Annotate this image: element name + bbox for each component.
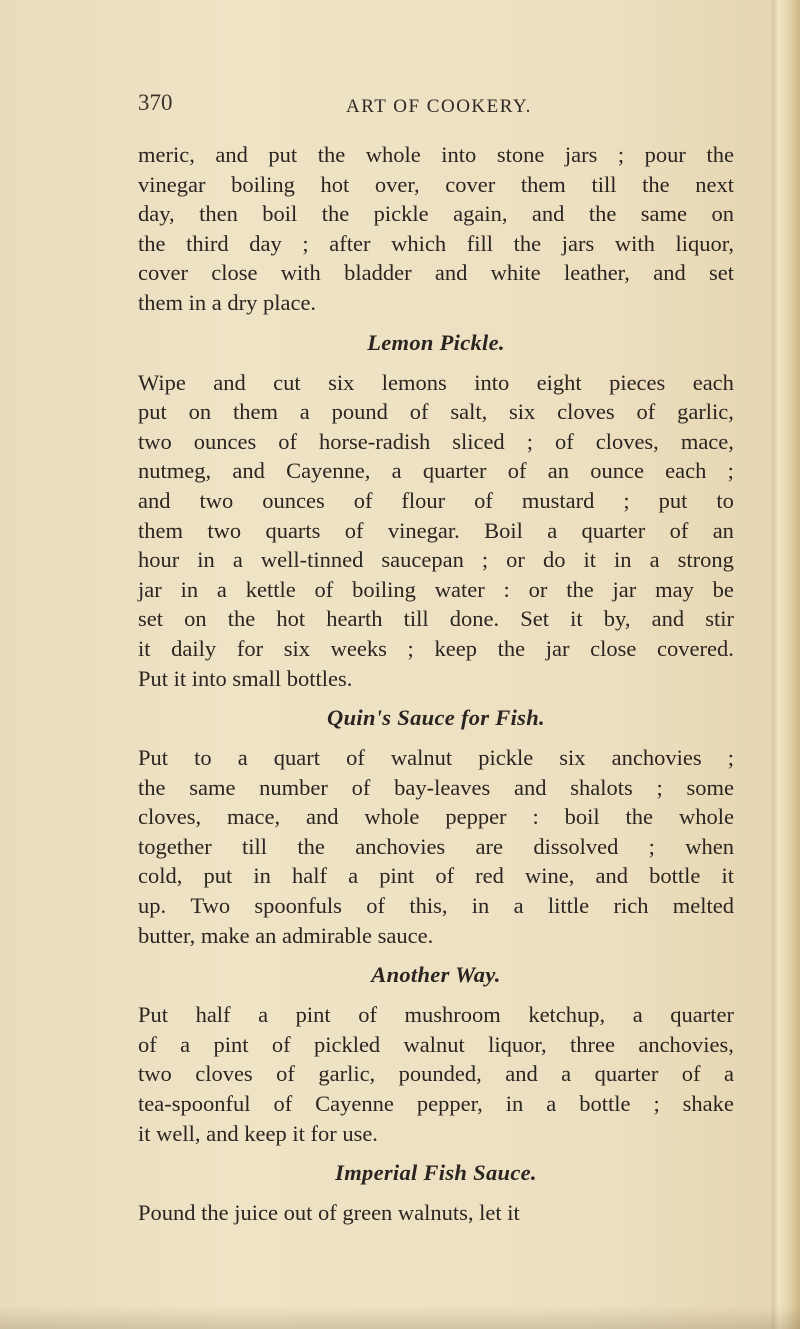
section-continuation [138, 140, 734, 318]
section-imperial-fish-sauce [138, 1148, 734, 1228]
text-line: of a pint of pickled walnut liquor, three anchovies, [138, 1031, 734, 1057]
page-bottom-shadow [0, 1306, 800, 1329]
text-line: cloves, mace, and whole pepper : boil the whole [138, 804, 734, 830]
text-line: Pound the juice out of green walnuts, let it [138, 1200, 520, 1226]
text-line: put on them a pound of salt, six cloves of garlic, [138, 399, 734, 425]
text-line: it daily for six weeks ; keep the jar close covered. [138, 635, 734, 661]
running-title: ART OF COOKERY. [346, 96, 532, 117]
text-line: the same number of bay-leaves and shalots ; some [138, 774, 734, 800]
text-line: day, then boil the pickle again, and the same on [138, 201, 734, 227]
page-body [138, 140, 734, 1228]
section-quins-sauce [138, 693, 734, 950]
text-line: set on the hot hearth till done. Set it by, and stir [138, 606, 734, 632]
text-line: up. Two spoonfuls of this, in a little rich melted [138, 893, 734, 919]
text-line: hour in a well-tinned saucepan ; or do it in a strong [138, 547, 734, 573]
text-line: them two quarts of vinegar. Boil a quarter of an [138, 517, 734, 543]
text-line: two cloves of garlic, pounded, and a quarter of a [138, 1061, 734, 1087]
text-line: the third day ; after which fill the jars with liquor, [138, 230, 734, 256]
page-number: 370 [138, 90, 173, 115]
text-line: cover close with bladder and white leather, and set [138, 260, 734, 286]
section-another-way [138, 950, 734, 1148]
text-line: together till the anchovies are dissolved ; when [138, 833, 734, 859]
text-line: and two ounces of flour of mustard ; put to [138, 487, 734, 513]
section-heading: Quin's Sauce for Fish. [327, 705, 545, 731]
page-header [138, 90, 734, 126]
section-lemon-pickle [138, 318, 734, 694]
page-edge [772, 0, 800, 1329]
section-heading: Another Way. [371, 962, 501, 988]
text-line: Put half a pint of mushroom ketchup, a quarter [138, 1002, 734, 1028]
text-line: it well, and keep it for use. [138, 1120, 378, 1146]
text-line: nutmeg, and Cayenne, a quarter of an ounce each ; [138, 458, 734, 484]
section-heading: Lemon Pickle. [367, 329, 505, 355]
text-line: tea-spoonful of Cayenne pepper, in a bottle ; shake [138, 1091, 734, 1117]
text-line: them in a dry place. [138, 289, 317, 315]
text-line: butter, make an admirable sauce. [138, 922, 434, 948]
text-line: two ounces of horse-radish sliced ; of cloves, mace, [138, 428, 734, 454]
text-line: vinegar boiling hot over, cover them till the next [138, 171, 734, 197]
text-line: jar in a kettle of boiling water : or the jar may be [138, 576, 734, 602]
text-line: Put it into small bottles. [138, 665, 353, 691]
section-heading: Imperial Fish Sauce. [335, 1160, 537, 1186]
text-line: cold, put in half a pint of red wine, and bottle it [138, 863, 734, 889]
text-line: meric, and put the whole into stone jars ; pour the [138, 142, 734, 167]
text-line: Wipe and cut six lemons into eight pieces each [138, 369, 734, 395]
text-line: Put to a quart of walnut pickle six anchovies ; [138, 745, 734, 771]
